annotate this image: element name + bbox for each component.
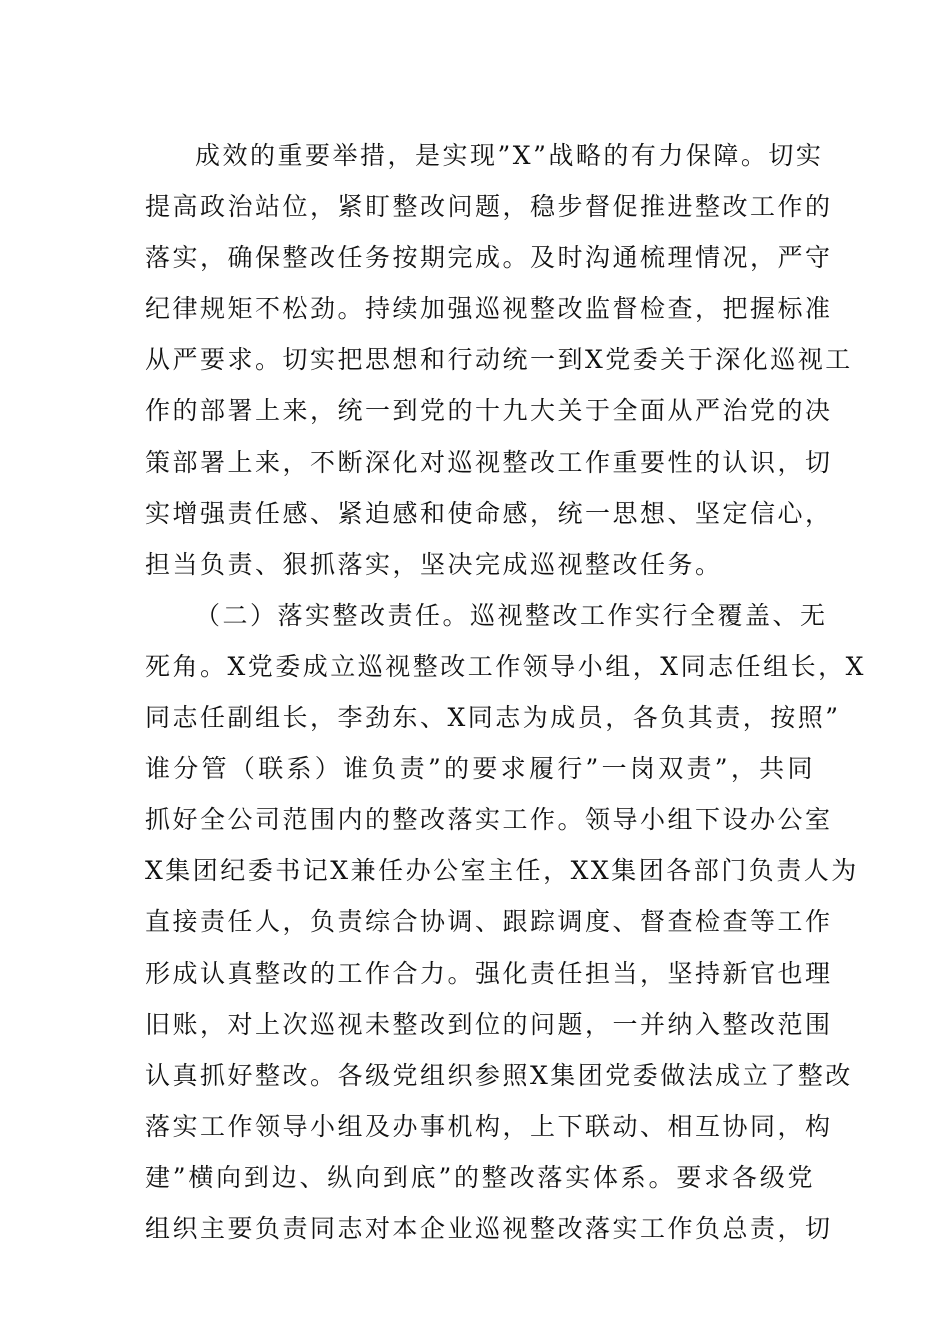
- text-line: 落实，确保整改任务按期完成。及时沟通梳理情况，严守: [145, 243, 833, 273]
- text-line: 抓好全公司范围内的整改落实工作。领导小组下设办公室: [145, 805, 833, 835]
- text-line: 实增强责任感、紧迫感和使命感，统一思想、坚定信心，: [145, 498, 833, 528]
- text-line: 认真抓好整改。各级党组织参照X集团党委做法成立了整改: [145, 1060, 853, 1090]
- text-line: 形成认真整改的工作合力。强化责任担当，坚持新官也理: [145, 958, 833, 988]
- body-text: [145, 130, 866, 1254]
- text-line: 从严要求。切实把思想和行动统一到X党委关于深化巡视工: [145, 345, 853, 375]
- text-line: 落实工作领导小组及办事机构，上下联动、相互协同，构: [145, 1111, 833, 1141]
- text-line: 作的部署上来，统一到党的十九大关于全面从严治党的决: [145, 396, 833, 426]
- text-line: 同志任副组长，李劲东、X同志为成员，各负其责，按照”: [145, 703, 841, 733]
- text-line: 直接责任人，负责综合协调、跟踪调度、督查检查等工作: [145, 907, 833, 937]
- text-line: 担当负责、狠抓落实，坚决完成巡视整改任务。: [145, 549, 723, 579]
- text-line: 纪律规矩不松劲。持续加强巡视整改监督检查，把握标准: [145, 294, 833, 324]
- text-line: 提高政治站位，紧盯整改问题，稳步督促推进整改工作的: [145, 192, 833, 222]
- text-line: 策部署上来，不断深化对巡视整改工作重要性的认识，切: [145, 447, 833, 477]
- text-line: 死角。X党委成立巡视整改工作领导小组，X同志任组长，X: [145, 651, 866, 681]
- text-line: X集团纪委书记X兼任办公室主任，XX集团各部门负责人为: [145, 856, 859, 886]
- text-line: 旧账，对上次巡视未整改到位的问题，一并纳入整改范围: [145, 1009, 833, 1039]
- text-line: 建”横向到边、纵向到底”的整改落实体系。要求各级党: [145, 1162, 815, 1192]
- text-line: 组织主要负责同志对本企业巡视整改落实工作负总责，切: [145, 1213, 833, 1243]
- text-line: 谁分管（联系）谁负责”的要求履行”一岗双责”，共同: [145, 754, 815, 784]
- section-heading-line: （二）落实整改责任。巡视整改工作实行全覆盖、无: [195, 600, 828, 630]
- text-line: 成效的重要举措，是实现”X”战略的有力保障。切实: [195, 141, 824, 170]
